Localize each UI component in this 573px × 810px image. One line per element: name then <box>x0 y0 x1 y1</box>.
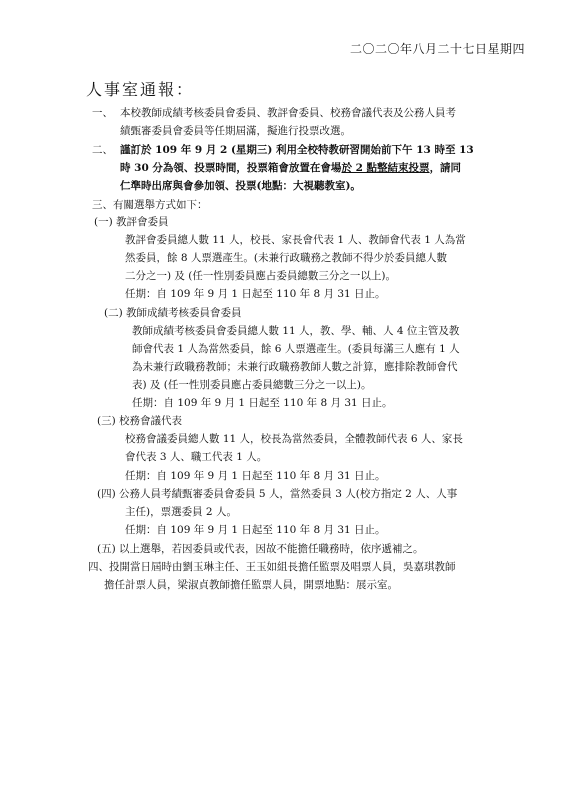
item2-line2-part-c: ，請同 <box>429 162 462 174</box>
item2-deadline-underlined: 於 2 點整結束投票 <box>341 162 430 174</box>
sub2-line2: 師會代表 1 人為當然委員，餘 6 人票選產生。(委員每滿三人應有 1 人 <box>132 343 460 355</box>
item2-line1: 謹訂於 109 年 9 月 2 (星期三) 利用全校特教研習開始前下午 13 時至 13 <box>120 144 474 156</box>
sub1-term: 任期：自 109 年 9 月 1 日起至 110 年 8 月 31 日止。 <box>125 288 386 300</box>
sub1-line3: 二分之一) 及 (任一性別委員應占委員總數三分之一以上)。 <box>125 270 396 282</box>
item4-line1: 四、投開當日屆時由劉玉琳主任、王玉如組長擔任監票及唱票人員，吳嘉琪教師 <box>88 561 456 573</box>
sub2-line4: 表) 及 (任一性別委員應占委員總數三分之一以上)。 <box>132 379 372 391</box>
sub3-term: 任期：自 109 年 9 月 1 日起至 110 年 8 月 31 日止。 <box>125 470 386 482</box>
item1-line2: 績甄審委員會委員等任期屆滿，擬進行投票改選。 <box>120 125 351 137</box>
item1-number: 一、 <box>92 107 113 119</box>
sub4-term: 任期：自 109 年 9 月 1 日起至 110 年 8 月 31 日止。 <box>125 524 386 536</box>
item1-line1: 本校教師成績考核委員會委員、教評會委員、校務會議代表及公務人員考 <box>120 107 456 119</box>
item2-line2 <box>120 159 461 178</box>
sub1-line1: 教評會委員總人數 11 人，校長、家長會代表 1 人、教師會代表 1 人為當 <box>125 234 466 246</box>
sub2-term: 任期：自 109 年 9 月 1 日起至 110 年 8 月 31 日止。 <box>132 397 393 409</box>
sub1-heading: (一) 教評會委員 <box>94 216 169 228</box>
item4-line2: 擔任計票人員，梁淑貞教師擔任監票人員，開票地點：展示室。 <box>104 579 398 591</box>
notice-title: 人事室通報： <box>86 80 195 99</box>
sub3-heading: (三) 校務會議代表 <box>97 415 183 427</box>
item3-header: 三、有關選舉方式如下： <box>92 199 208 211</box>
item2-line3: 仁準時出席與會參加領、投票(地點：大視聽教室)。 <box>120 180 361 192</box>
sub3-line2: 會代表 3 人、職工代表 1 人。 <box>125 451 268 463</box>
sub4-line1: (四) 公務人員考績甄審委員會委員 5 人，當然委員 3 人(校方指定 2 人、人事 <box>97 488 458 500</box>
sub2-line3: 為未兼行政職務教師；未兼行政職務教師人數之計算，應排除教師會代 <box>132 361 458 373</box>
item2-number: 二、 <box>92 144 113 156</box>
item2-line2-part-a: 時 30 分為領、投票時間，投票箱會放置在會場 <box>120 162 342 174</box>
date-line: 二〇二〇年八月二十七日星期四 <box>349 42 525 56</box>
sub5-line: (五) 以上選舉，若因委員或代表，因故不能擔任職務時，依序遞補之。 <box>97 543 424 555</box>
sub2-line1: 教師成績考核委員會委員總人數 11 人，教、學、輔、人 4 位主管及教 <box>132 325 460 337</box>
sub1-line2: 然委員，餘 8 人票選產生。(未兼行政職務之教師不得少於委員總人數 <box>125 252 447 264</box>
sub3-line1: 校務會議委員總人數 11 人，校長為當然委員，全體教師代表 6 人、家長 <box>125 433 463 445</box>
sub2-heading: (二) 教師成績考核委員會委員 <box>104 307 242 319</box>
sub4-line2: 主任)，票選委員 2 人。 <box>125 506 237 518</box>
